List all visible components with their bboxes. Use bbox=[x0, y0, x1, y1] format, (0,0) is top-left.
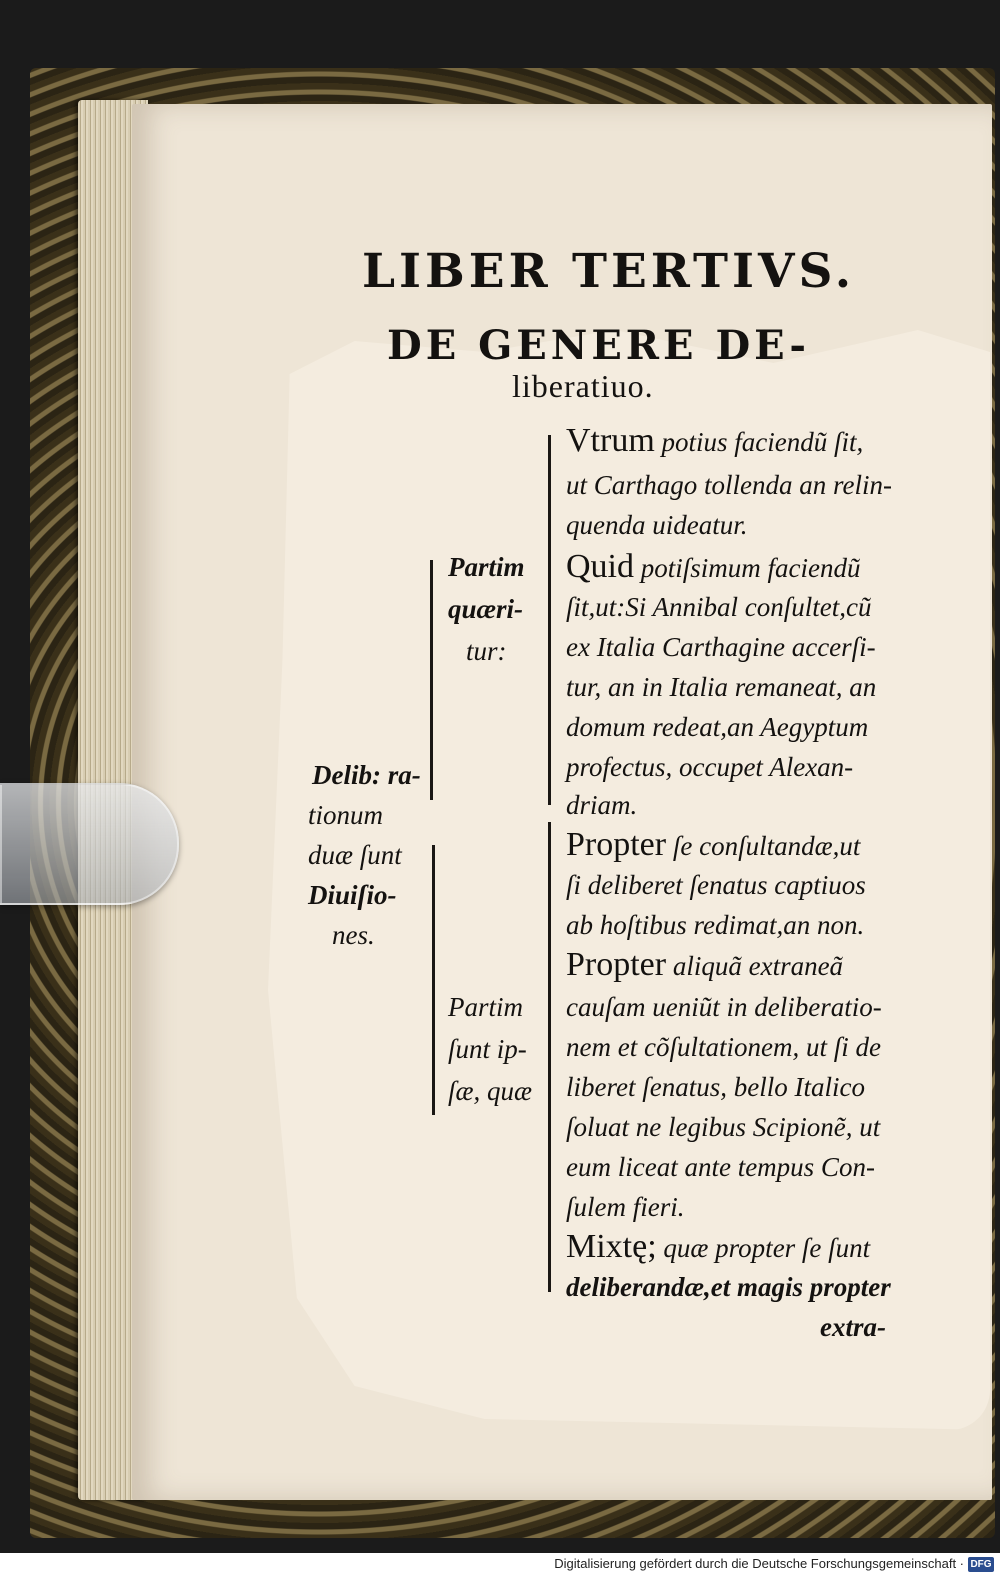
part2-line: ſulem fieri. bbox=[566, 1192, 685, 1222]
catchword: extra- bbox=[820, 1312, 886, 1342]
part2-brace bbox=[548, 822, 551, 1292]
part2-label-line: Partim bbox=[448, 992, 524, 1022]
part2-line: Propter aliquã extraneã bbox=[566, 946, 844, 983]
part1-line: profectus, occupet Alexan- bbox=[566, 752, 854, 782]
dfg-logo: DFG bbox=[968, 1557, 994, 1572]
part2-line: ſoluat ne legibus Scipionẽ, ut bbox=[566, 1112, 881, 1142]
part1-line: domum redeat,an Aegyptum bbox=[566, 712, 869, 742]
margin-line: tionum bbox=[308, 800, 384, 830]
part1-line: Quid potiſsimum faciendũ bbox=[566, 548, 861, 585]
initial-word: Propter bbox=[566, 826, 667, 863]
part1-line: quenda uideatur. bbox=[566, 510, 748, 540]
footer-credit: Digitalisierung gefördert durch die Deutsche Forschungsgemeinschaft · bbox=[554, 1556, 964, 1571]
part2-line: cauſam ueniũt in deliberatio- bbox=[566, 992, 882, 1022]
margin-line: nes. bbox=[332, 920, 375, 950]
part1-line: ut Carthago tollenda an relin- bbox=[566, 470, 892, 500]
part1-line: Vtrum potius faciendũ ſit, bbox=[566, 422, 864, 459]
initial-word: Propter bbox=[566, 946, 667, 983]
part1-line: ſit,ut:Si Annibal conſultet,cũ bbox=[566, 592, 872, 622]
part1-line: driam. bbox=[566, 790, 638, 820]
part2-line: liberet ſenatus, bello Italico bbox=[566, 1072, 865, 1102]
margin-line: Diuiſio- bbox=[308, 880, 397, 910]
part2-line: ſi deliberet ſenatus captiuos bbox=[566, 870, 866, 900]
initial-word: Mixtę; bbox=[566, 1228, 657, 1265]
part2-line: ab hoſtibus redimat,an non. bbox=[566, 910, 865, 940]
initial-word: Vtrum bbox=[566, 422, 655, 459]
part2-line: eum liceat ante tempus Con- bbox=[566, 1152, 875, 1182]
outer-brace bbox=[432, 845, 435, 1115]
margin-line: duæ ſunt bbox=[308, 840, 402, 870]
part2-label-line: ſunt ip- bbox=[448, 1034, 527, 1064]
part1-label-line: Partim bbox=[448, 552, 525, 582]
part1-line: ex Italia Carthagine accerſi- bbox=[566, 632, 876, 662]
footer-bar bbox=[0, 1553, 1000, 1577]
part1-label-line: quæri- bbox=[448, 594, 524, 624]
page-clip bbox=[0, 783, 179, 905]
part2-line: nem et cõſultationem, ut ſi de bbox=[566, 1032, 881, 1062]
margin-line: Delib: ra- bbox=[312, 760, 421, 790]
part1-brace bbox=[548, 435, 551, 805]
part1-line: tur, an in Italia remaneat, an bbox=[566, 672, 877, 702]
section-title-continuation: liberatiuo. bbox=[512, 368, 654, 404]
initial-word: Quid bbox=[566, 548, 634, 585]
part1-label-line: tur: bbox=[466, 636, 507, 666]
book-title: LIBER TERTIVS. bbox=[362, 244, 856, 299]
part2-line: deliberandæ,et magis propter bbox=[566, 1272, 891, 1302]
part2-line: Propter ſe conſultandæ,ut bbox=[566, 826, 861, 863]
section-title: DE GENERE DE- bbox=[387, 322, 810, 369]
outer-brace bbox=[430, 560, 433, 800]
part2-label-line: ſæ, quæ bbox=[448, 1076, 533, 1106]
part2-line: Mixtę; quæ propter ſe ſunt bbox=[566, 1228, 871, 1265]
